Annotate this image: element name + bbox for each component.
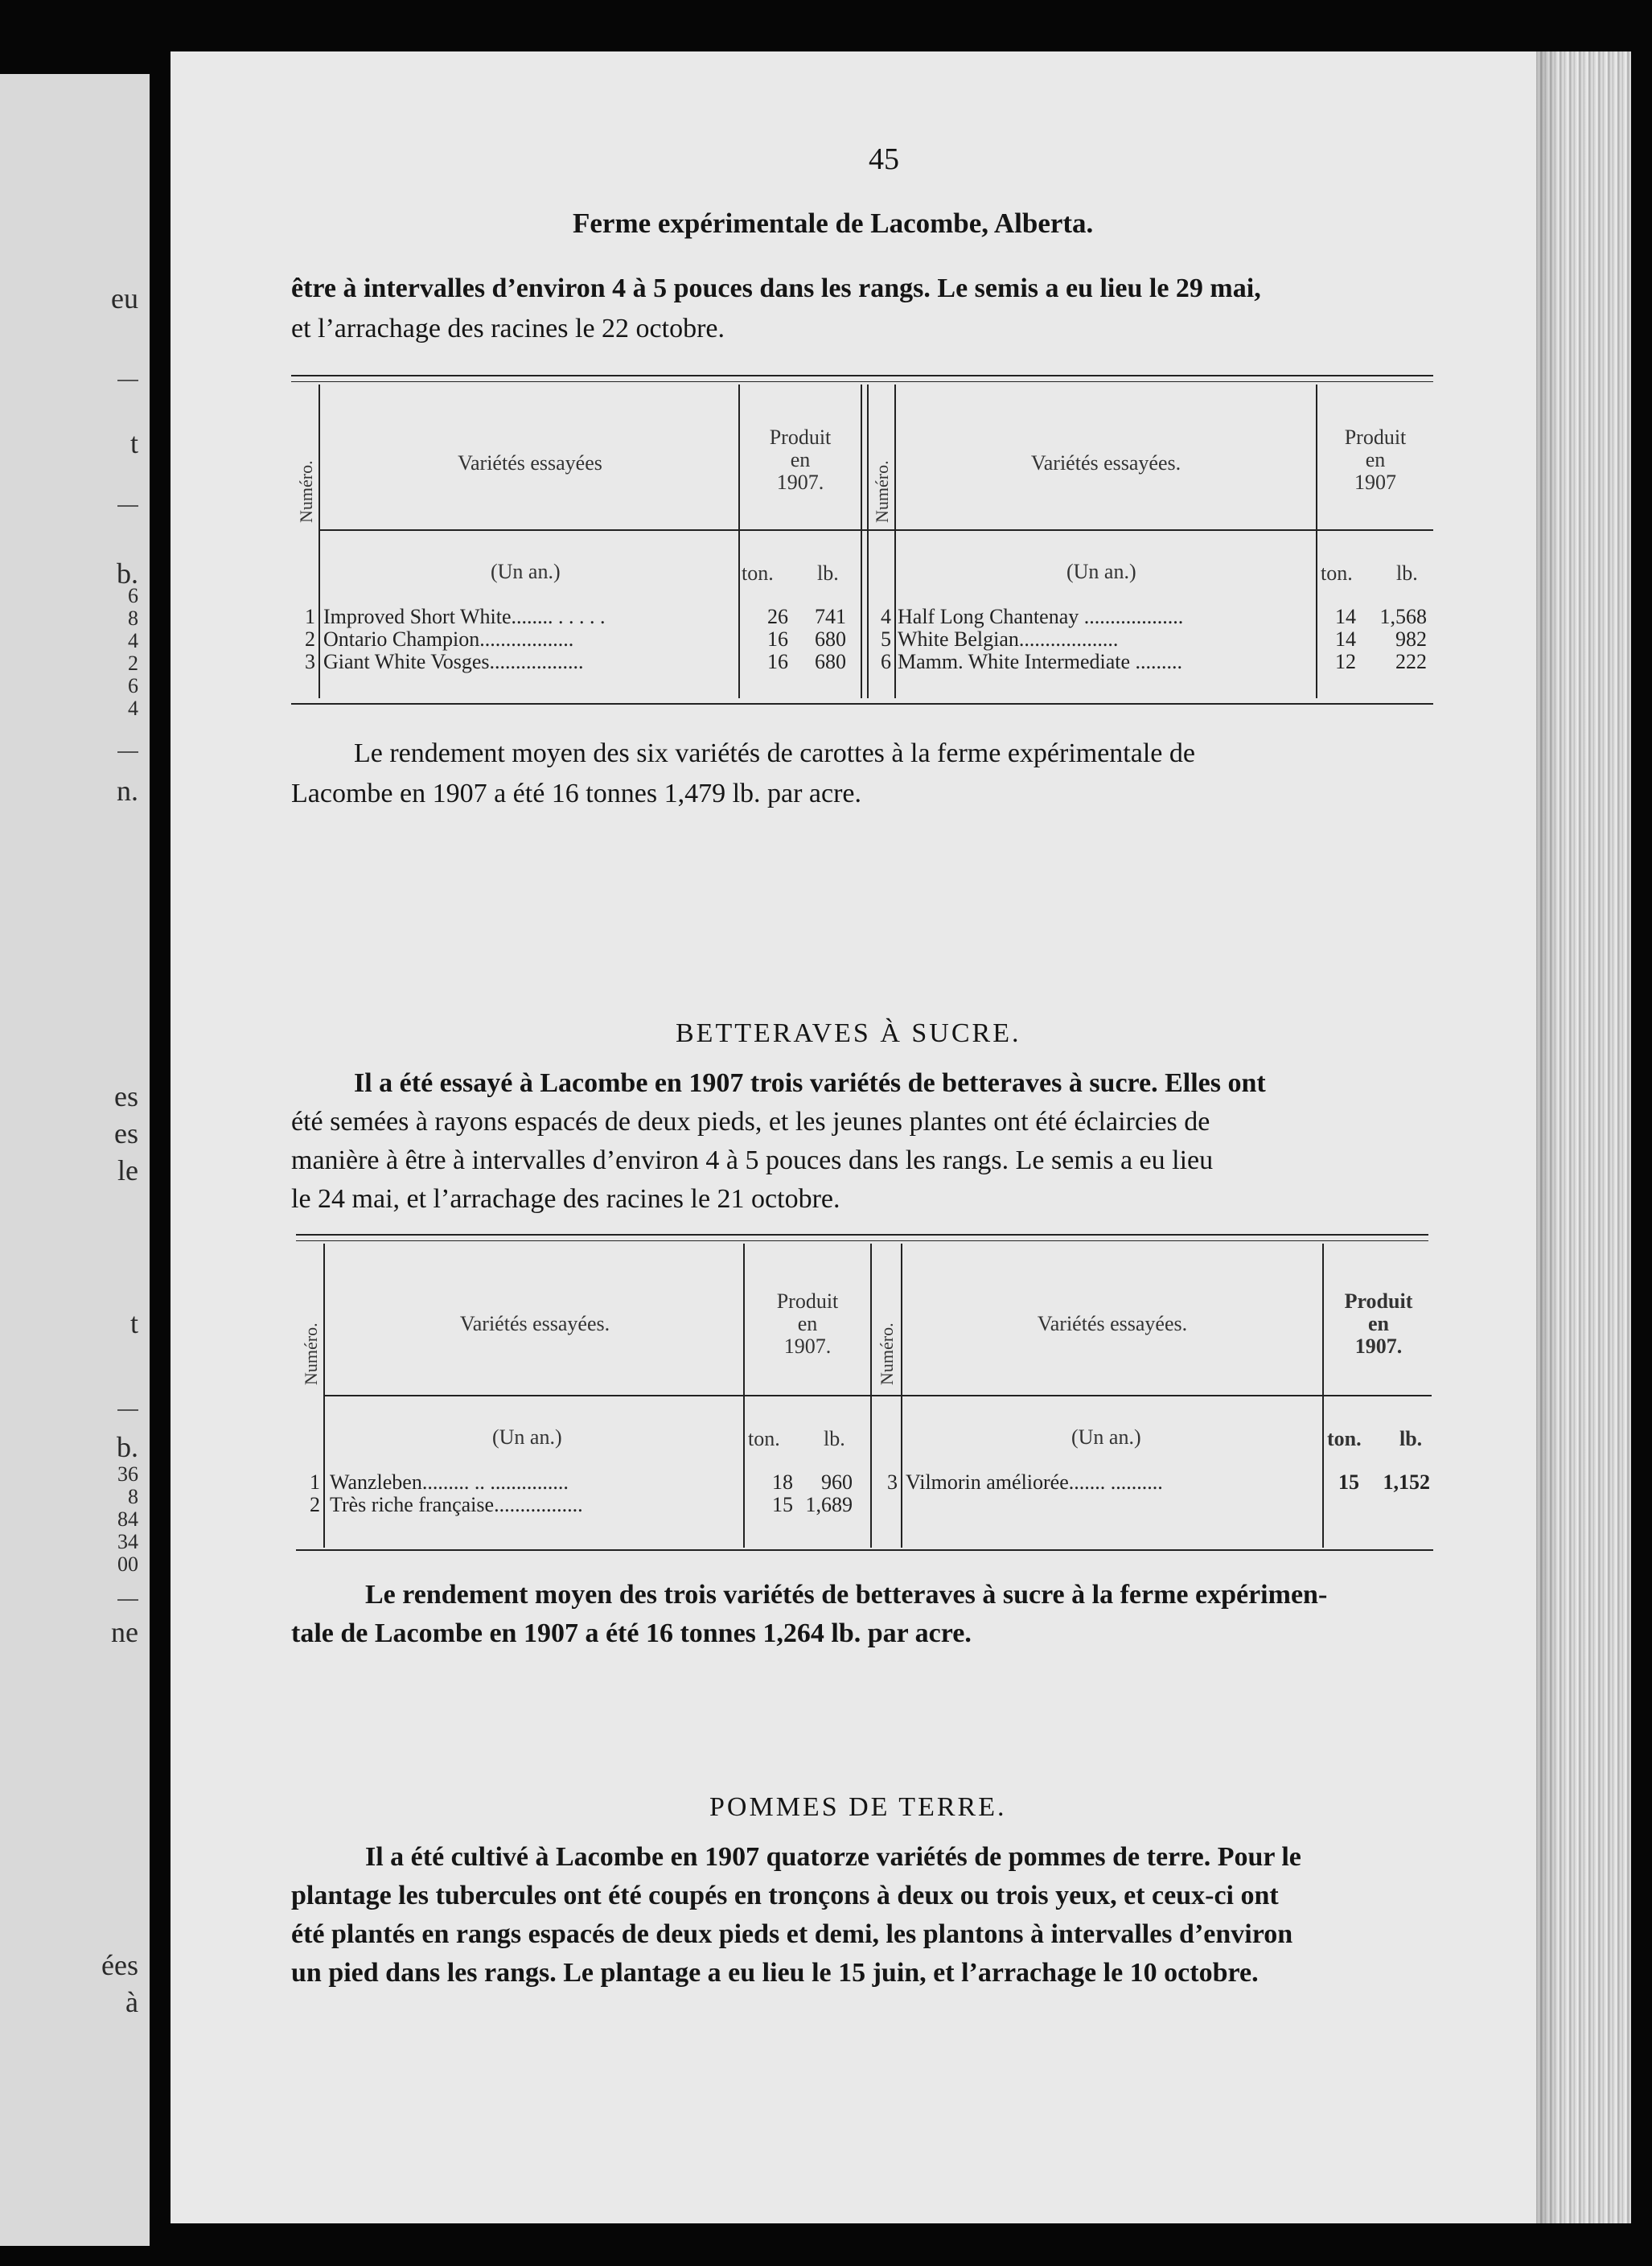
produit-header-line: Produit	[769, 426, 832, 449]
page-heading: Ferme expérimentale de Lacombe, Alberta.	[573, 208, 1094, 239]
variety-name: Mamm. White Intermediate .........	[898, 650, 1183, 673]
yield-lb: 741	[815, 605, 846, 628]
left-fragment: b.	[117, 1431, 138, 1463]
yield-ton: 14	[1335, 605, 1356, 628]
produit-header-line: 1907	[1354, 471, 1396, 494]
lb-label: lb.	[817, 561, 839, 585]
produit-header-right	[1325, 1290, 1432, 1358]
table-header-rule	[325, 1395, 1432, 1396]
variety-name: Ontario Champion..................	[323, 627, 574, 651]
left-fragment: 4	[128, 697, 138, 720]
ton-label: ton.	[742, 561, 774, 585]
row-number: 2	[305, 627, 315, 651]
left-fragment: es	[114, 1117, 138, 1149]
beets-line-3: manière à être à intervalles d’environ 4 à 5 pouces dans les rangs. Le semis a eu lieu	[291, 1145, 1214, 1175]
variety-name: Vilmorin améliorée....... ..........	[906, 1470, 1163, 1494]
table-column-divider	[318, 385, 320, 698]
yield-lb: 1,689	[805, 1493, 853, 1516]
row-number: 2	[310, 1493, 320, 1516]
potatoes-line-3: été plantés en rangs espacés de deux pieds et demi, les plantons à intervalles d’environ	[291, 1919, 1293, 1949]
intro-line-1: être à intervalles d’environ 4 à 5 pouces dans les rangs. Le semis a eu lieu le 29 mai,	[291, 273, 1261, 303]
left-rule	[117, 751, 138, 753]
age-label-right: (Un an.)	[1066, 560, 1136, 583]
yield-lb: 1,152	[1383, 1470, 1430, 1494]
yield-ton: 15	[772, 1493, 793, 1516]
potatoes-line-4: un pied dans les rangs. Le plantage a eu lieu le 15 juin, et l’arrachage le 10 octobre.	[291, 1958, 1259, 1988]
left-fragment: 6	[128, 584, 138, 607]
left-fragment: à	[125, 1986, 138, 2018]
left-rule	[117, 1599, 138, 1601]
produit-header-line: Produit	[1344, 1289, 1413, 1313]
table-rule-top	[291, 375, 1433, 376]
variety-name: Giant White Vosges..................	[323, 650, 584, 673]
produit-header-line: en	[790, 448, 811, 471]
left-fragment: b.	[117, 557, 138, 590]
beets-section-title: BETTERAVES À SUCRE.	[676, 1018, 1021, 1048]
left-fragment: 4	[128, 629, 138, 652]
row-number: 1	[305, 605, 315, 628]
numero-header: Numéro.	[301, 1322, 321, 1385]
numero-header: Numéro.	[296, 460, 316, 523]
potatoes-line-2: plantage les tubercules ont été coupés en tronçons à deux ou trois yeux, et ceux-ci ont	[291, 1881, 1279, 1910]
varietes-header: Variétés essayées.	[459, 1312, 610, 1335]
varietes-header-right: Variétés essayées.	[1030, 451, 1181, 475]
yield-lb: 960	[821, 1470, 853, 1494]
left-fragment: 6	[128, 674, 138, 697]
yield-lb: 680	[815, 650, 846, 673]
ton-label-right: ton.	[1321, 561, 1353, 585]
produit-header-line: Produit	[1344, 426, 1407, 449]
row-number: 6	[881, 650, 891, 673]
intro-line-2: et l’arrachage des racines le 22 octobre.	[291, 314, 725, 343]
yield-lb: 1,568	[1379, 605, 1427, 628]
produit-header	[742, 426, 859, 494]
left-fragment: t	[129, 427, 138, 459]
table-column-divider	[738, 385, 740, 698]
produit-header-line: 1907.	[783, 1335, 832, 1358]
varietes-header-right: Variétés essayées.	[1037, 1312, 1188, 1335]
left-fragment: es	[114, 1080, 138, 1112]
produit-header-line: en	[797, 1312, 818, 1335]
left-fragment: 2	[128, 652, 138, 675]
age-label: (Un an.)	[492, 1425, 562, 1449]
left-fragment: le	[117, 1154, 138, 1186]
variety-name: Half Long Chantenay ...................	[898, 605, 1184, 628]
variety-name: Improved Short White........ . . . . .	[323, 605, 606, 628]
row-number: 4	[881, 605, 891, 628]
table-column-divider	[861, 385, 862, 698]
beets-line-4: le 24 mai, et l’arrachage des racines le 21 octobre.	[291, 1184, 840, 1214]
variety-name: Wanzleben......... .. ...............	[330, 1470, 569, 1494]
left-rule	[117, 380, 138, 381]
edge-shadow	[1536, 51, 1560, 2223]
produit-header-line: en	[1365, 448, 1386, 471]
lb-label-right: lb.	[1399, 1427, 1423, 1450]
table-column-divider	[894, 385, 896, 698]
ton-label-right: ton.	[1327, 1427, 1362, 1450]
row-number: 3	[305, 650, 315, 673]
page-stack-edge	[1536, 51, 1631, 2223]
row-number: 3	[887, 1470, 898, 1494]
left-rule	[117, 1409, 138, 1411]
left-fragment: 84	[117, 1507, 138, 1531]
age-label: (Un an.)	[491, 560, 561, 583]
left-fragment: 8	[128, 1485, 138, 1508]
numero-header-right: Numéro.	[877, 1322, 897, 1385]
produit-header-line: Produit	[776, 1289, 839, 1313]
yield-ton: 16	[767, 627, 788, 651]
yield-lb: 680	[815, 627, 846, 651]
page-number: 45	[869, 142, 899, 176]
row-number: 5	[881, 627, 891, 651]
yield-ton: 14	[1335, 627, 1356, 651]
yield-ton: 18	[772, 1470, 793, 1494]
table-rule-top-thin	[291, 381, 1433, 382]
beets-line-2: été semées à rayons espacés de deux pieds, et les jeunes plantes ont été éclaircies de	[291, 1107, 1210, 1137]
beets-summary-line-1: Le rendement moyen des trois variétés de betteraves à sucre à la ferme expérimen-	[365, 1580, 1328, 1610]
left-page-strip	[0, 74, 150, 2246]
potatoes-section-title: POMMES DE TERRE.	[709, 1792, 1007, 1822]
table-column-divider	[1316, 385, 1317, 698]
produit-header-line: 1907.	[776, 471, 824, 494]
left-fragment: ées	[101, 1949, 138, 1981]
left-fragment: n.	[117, 775, 138, 807]
produit-header-line: en	[1368, 1312, 1389, 1335]
yield-lb: 222	[1395, 650, 1427, 673]
yield-ton: 16	[767, 650, 788, 673]
age-label-right: (Un an.)	[1071, 1425, 1141, 1449]
left-rule	[117, 505, 138, 507]
table-rule-top	[296, 1234, 1428, 1236]
produit-header	[746, 1290, 869, 1358]
variety-name: White Belgian...................	[898, 627, 1119, 651]
produit-header-right	[1319, 426, 1432, 494]
left-fragment: 8	[128, 607, 138, 630]
ton-label: ton.	[748, 1427, 780, 1450]
lb-label-right: lb.	[1396, 561, 1418, 585]
left-fragment: eu	[111, 282, 138, 315]
lb-label: lb.	[824, 1427, 845, 1450]
variety-name: Très riche française.................	[330, 1493, 583, 1516]
carrot-summary-line-1: Le rendement moyen des six variétés de carottes à la ferme expérimentale de	[354, 738, 1195, 768]
table-header-rule	[320, 529, 1433, 531]
row-number: 1	[310, 1470, 320, 1494]
carrot-summary-line-2: Lacombe en 1907 a été 16 tonnes 1,479 lb. par acre.	[291, 779, 862, 808]
yield-ton: 15	[1338, 1470, 1359, 1494]
table-rule-bottom	[296, 1549, 1433, 1551]
left-fragment: 00	[117, 1552, 138, 1576]
table-rule-bottom	[291, 703, 1433, 705]
beets-line-1: Il a été essayé à Lacombe en 1907 trois variétés de betteraves à sucre. Elles ont	[354, 1068, 1266, 1098]
table-rule-top-thin	[296, 1240, 1428, 1241]
produit-header-line: 1907.	[1354, 1335, 1403, 1358]
yield-lb: 982	[1395, 627, 1427, 651]
yield-ton: 12	[1335, 650, 1356, 673]
potatoes-line-1: Il a été cultivé à Lacombe en 1907 quatorze variétés de pommes de terre. Pour le	[365, 1842, 1301, 1872]
yield-ton: 26	[767, 605, 788, 628]
numero-header-right: Numéro.	[872, 460, 892, 523]
left-fragment: 36	[117, 1462, 138, 1486]
left-fragment: 34	[117, 1530, 138, 1553]
left-fragment: t	[129, 1307, 138, 1339]
varietes-header: Variétés essayées	[458, 451, 602, 475]
beets-summary-line-2: tale de Lacombe en 1907 a été 16 tonnes 1,264 lb. par acre.	[291, 1618, 972, 1648]
left-fragment: ne	[111, 1616, 138, 1648]
